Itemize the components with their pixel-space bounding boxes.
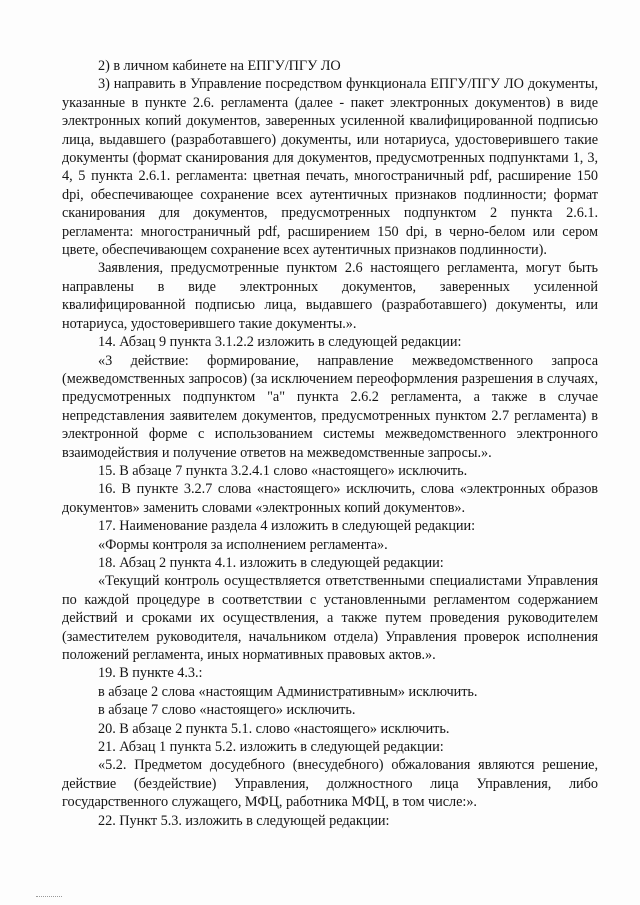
document-body xyxy=(62,57,598,830)
paragraph: 16. В пункте 3.2.7 слова «настоящего» исключить, слова «электронных образов документов» заменить словами «электронных копий документов». xyxy=(62,481,598,516)
paragraph: «3 действие: формирование, направление межведомственного запроса (межведомственных запросов) (за исключением переоформления разрешения в случаях, предусмотренных подпунктом "а" пункта 2.6.2 регламента, а также в случае непредставления заявителем документов, предусмотренных пунктом 2.7 регламента) в электронной форме с использованием системы межведомственного электронного взаимодействия и получение ответов на межведомственные запросы.». xyxy=(62,352,598,461)
paragraph: 2) в личном кабинете на ЕПГУ/ПГУ ЛО xyxy=(98,58,341,74)
paragraph: 20. В абзаце 2 пункта 5.1. слово «настоящего» исключить. xyxy=(98,720,450,737)
paragraph: 15. В абзаце 7 пункта 3.2.4.1 слово «настоящего» исключить. xyxy=(98,462,468,479)
paragraph: «Формы контроля за исполнением регламента». xyxy=(98,536,388,553)
paragraph: 18. Абзац 2 пункта 4.1. изложить в следующей редакции: xyxy=(98,554,444,571)
paragraph: Заявления, предусмотренные пунктом 2.6 настоящего регламента, могут быть направлены в виде электронных документов, заверенных усиленной квалифицированной подписью лица, выдавшего (разработавшего) документы, или нотариуса, удостоверившего такие документы.». xyxy=(62,260,598,332)
paragraph: «5.2. Предметом досудебного (внесудебного) обжалования являются решение, действие (бездействие) Управления, должностного лица Управления, либо государственного служащего, МФЦ, работника МФЦ, в том числе:». xyxy=(62,757,598,811)
paragraph: 3) направить в Управление посредством функционала ЕПГУ/ПГУ ЛО документы, указанные в пункте 2.6. регламента (далее - пакет электронных документов) в виде электронных копий документов, заверенных усиленной квалифицированной подписью лица, выдавшего (разработавшего) документы, или нотариуса, удостоверившего такие документы (формат сканирования для документов, предусмотренных подпунктами 1, 3, 4, 5 пункта 2.6.1. регламента: цветная печать, многостраничный pdf, расширение 150 dpi, обеспечивающее сохранение всех аутентичных признаков подлинности; формат сканирования для документов, предусмотренных подпунктом 2 пункта 2.6.1. регламента: многостраничный pdf, расширением 150 dpi, в черно-белом или сером цвете, обеспечивающем сохранение всех аутентичных признаков подлинности). xyxy=(62,76,598,259)
paragraph: 21. Абзац 1 пункта 5.2. изложить в следующей редакции: xyxy=(98,739,444,756)
paragraph: 14. Абзац 9 пункта 3.1.2.2 изложить в следующей редакции: xyxy=(98,334,462,351)
paragraph: «Текущий контроль осуществляется ответственными специалистами Управления по каждой процедуре в соответствии с установленными регламентом содержанием действий и сроками их осуществления, а также путем проведения руководителем (заместителем руководителя, начальником отдела) Управления проверок исполнения положений регламента, иных нормативных правовых актов.». xyxy=(62,573,598,663)
paragraph: в абзаце 2 слова «настоящим Административным» исключить. xyxy=(98,683,478,700)
scan-artifact xyxy=(36,896,62,899)
paragraph: 17. Наименование раздела 4 изложить в следующей редакции: xyxy=(98,518,476,535)
paragraph: 19. В пункте 4.3.: xyxy=(98,665,203,682)
paragraph: 22. Пункт 5.3. изложить в следующей редакции: xyxy=(98,812,390,829)
paragraph: в абзаце 7 слово «настоящего» исключить. xyxy=(98,702,356,719)
